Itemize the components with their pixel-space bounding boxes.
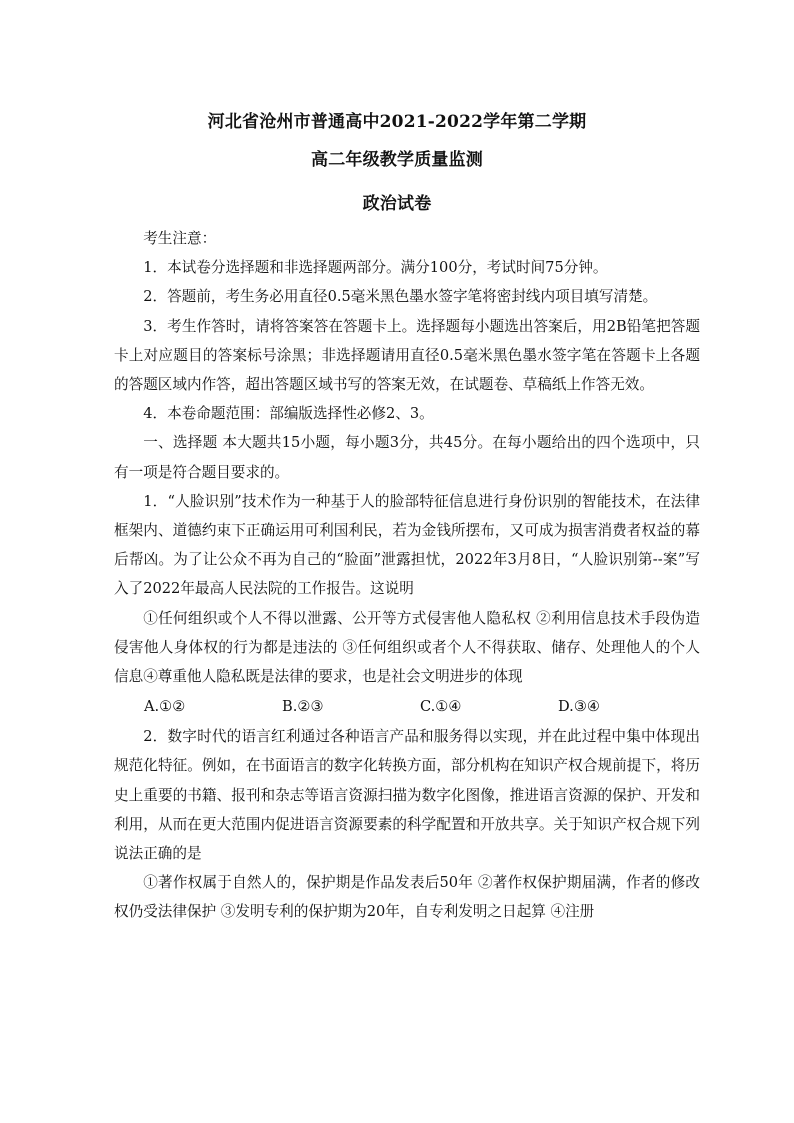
question-1-statements: ①任何组织或个人不得以泄露、公开等方式侵害他人隐私权 ②利用信息技术手段伪造侵害他人身体权的行为都是违法的 ③任何组织或者个人不得获取、储存、处理他人的个人信息④尊重他人隐私既是法律的要求，也是社会文明进步的体现 (114, 609, 700, 686)
notice-item-3: 3．考生作答时，请将答案答在答题卡上。选择题每小题选出答案后，用2B铅笔把答题卡上对应题目的答案标号涂黑；非选择题请用直径0.5毫米黑色墨水签字笔在答题卡上各题的答题区域内作答，超出答题区域书写的答案无效，在试题卷、草稿纸上作答无效。 (114, 317, 700, 394)
option-d: D.③④ (558, 698, 600, 716)
question-2-statements: ①著作权属于自然人的，保护期是作品发表后50年 ②著作权保护期届满，作者的修改权仍受法律保护 ③发明专利的保护期为20年，自专利发明之日起算 ④注册 (114, 874, 700, 921)
question-1-options (114, 691, 700, 722)
exam-title-line2: 高二年级教学质量监测 (311, 150, 483, 170)
exam-title-line1: 河北省沧州市普通高中2021-2022学年第二学期 (207, 112, 587, 132)
notice-heading: 考生注意： (143, 230, 217, 247)
question-1-stem: 1．“人脸识别”技术作为一种基于人的脸部特征信息进行身份识别的智能技术，在法律框架内、道德约束下正确运用可利国利民，若为金钱所摆布，又可成为损害消费者权益的幕后帮凶。为了让公众不再为自己的“脸面”泄露担忧，2022年3月8日，“人脸识别第--案”写入了2022年最高人民法院的工作报告。这说明 (114, 492, 700, 598)
option-c: C.①④ (420, 698, 462, 716)
section-intro: 一、选择题 本大题共15小题，每小题3分，共45分。在每小题给出的四个选项中，只有一项是符合题目要求的。 (114, 434, 700, 481)
exam-body (114, 224, 700, 927)
notice-item-2: 2．答题前，考生务必用直径0.5毫米黑色墨水签字笔将密封线内项目填写清楚。 (143, 288, 658, 306)
exam-subject-title: 政治试卷 (362, 194, 432, 214)
notice-item-1: 1．本试卷分选择题和非选择题两部分。满分100分，考试时间75分钟。 (143, 259, 608, 277)
notice-item-4: 4．本卷命题范围：部编版选择性必修2、3。 (143, 405, 434, 423)
option-a: A.①② (144, 698, 186, 716)
option-b: B.②③ (282, 698, 324, 716)
question-2-stem: 2．数字时代的语言红利通过各种语言产品和服务得以实现，并在此过程中集中体现出规范化特征。例如，在书面语言的数字化转换方面，部分机构在知识产权合规前提下，将历史上重要的书籍、报刊和杂志等语言资源扫描为数字化图像，推进语言资源的保护、开发和利用，从而在更大范围内促进语言资源要素的科学配置和开放共享。关于知识产权合规下列说法正确的是 (114, 728, 700, 863)
